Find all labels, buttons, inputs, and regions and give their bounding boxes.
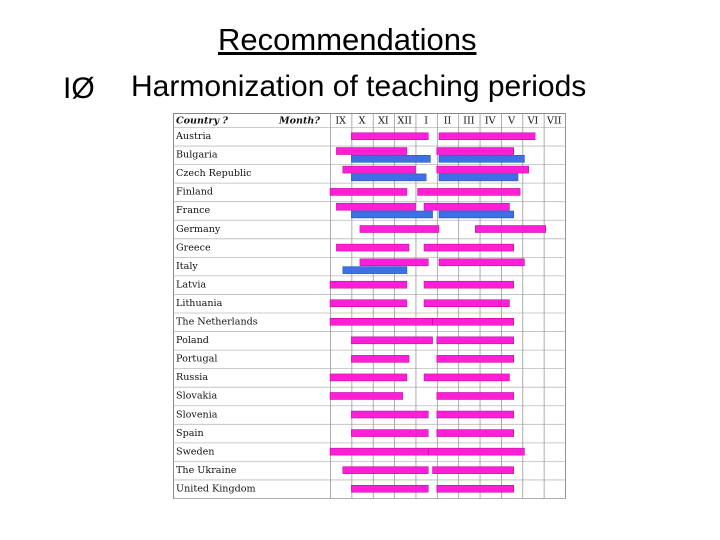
period-bar xyxy=(330,448,428,455)
header-month: Month? xyxy=(279,115,321,127)
period-bar xyxy=(439,155,524,162)
country-label: Czech Republic xyxy=(176,168,252,180)
period-bar xyxy=(424,374,509,381)
period-bar xyxy=(330,281,407,288)
period-bar xyxy=(351,411,428,418)
country-label: Spain xyxy=(176,427,204,439)
period-bar xyxy=(336,244,409,251)
period-bar xyxy=(424,300,509,307)
country-label: Greece xyxy=(176,242,211,254)
period-bar xyxy=(437,485,514,492)
period-bar xyxy=(351,211,432,218)
period-bar xyxy=(330,188,407,195)
period-bar xyxy=(437,337,514,344)
period-bar xyxy=(330,374,407,381)
country-label: Germany xyxy=(176,223,221,235)
period-bar xyxy=(343,467,428,474)
period-bar xyxy=(437,148,514,155)
period-bar xyxy=(351,133,428,140)
month-label: II xyxy=(443,115,452,127)
country-label: Bulgaria xyxy=(176,149,218,161)
period-bar xyxy=(360,226,439,233)
period-bar xyxy=(437,392,514,399)
month-label: VI xyxy=(527,115,539,127)
period-bar xyxy=(343,267,407,274)
month-label: I xyxy=(424,115,429,127)
period-bar xyxy=(351,155,430,162)
period-bar xyxy=(418,188,521,195)
country-label: Lithuania xyxy=(176,297,223,309)
slide-title: Recommendations xyxy=(218,22,477,57)
period-bar xyxy=(351,430,428,437)
period-bar xyxy=(437,166,529,173)
period-bar xyxy=(336,203,415,210)
period-bar xyxy=(351,174,426,181)
country-label: Latvia xyxy=(176,279,207,291)
period-bar xyxy=(433,467,514,474)
period-bar xyxy=(439,211,514,218)
country-label: France xyxy=(176,205,211,217)
period-bar xyxy=(439,259,524,266)
country-label: Slovenia xyxy=(176,409,218,421)
country-label: Poland xyxy=(176,335,209,347)
period-bar xyxy=(437,411,514,418)
period-bar xyxy=(424,203,509,210)
country-label: Slovakia xyxy=(176,390,218,402)
period-bar xyxy=(428,448,524,455)
country-label: Russia xyxy=(176,372,209,384)
country-label: Italy xyxy=(176,260,198,272)
header-country: Country ? xyxy=(176,115,229,127)
period-bar xyxy=(439,174,518,181)
period-bar xyxy=(343,166,416,173)
teaching-periods-chart xyxy=(173,113,568,500)
period-bar xyxy=(330,392,403,399)
month-label: IX xyxy=(335,115,346,127)
month-label: XI xyxy=(378,115,389,127)
period-bar xyxy=(330,300,407,307)
slide-subtitle: Harmonization of teaching periods xyxy=(131,70,587,103)
month-label: III xyxy=(463,115,475,127)
period-bar xyxy=(433,318,514,325)
period-bar xyxy=(437,355,514,362)
period-bar xyxy=(351,485,428,492)
month-label: IV xyxy=(484,115,496,127)
country-label: Finland xyxy=(176,186,214,198)
period-bar xyxy=(475,226,545,233)
period-bar xyxy=(439,133,535,140)
month-label: VII xyxy=(547,115,562,127)
country-label: The Netherlands xyxy=(176,316,258,328)
country-label: The Ukraine xyxy=(176,464,237,476)
month-label: V xyxy=(508,115,516,127)
country-label: Austria xyxy=(176,131,212,142)
period-bar xyxy=(351,355,409,362)
country-label: Portugal xyxy=(176,353,218,365)
period-bar xyxy=(437,430,514,437)
period-bar xyxy=(424,244,514,251)
period-bar xyxy=(424,281,514,288)
period-bar xyxy=(360,259,428,266)
country-label: Sweden xyxy=(176,446,215,458)
month-label: X xyxy=(358,115,366,127)
period-bar xyxy=(330,318,433,325)
bullet-marker: IØ xyxy=(63,72,95,105)
period-bar xyxy=(351,337,432,344)
month-label: XII xyxy=(397,115,412,127)
country-label: United Kingdom xyxy=(176,483,256,495)
period-bar xyxy=(336,148,407,155)
